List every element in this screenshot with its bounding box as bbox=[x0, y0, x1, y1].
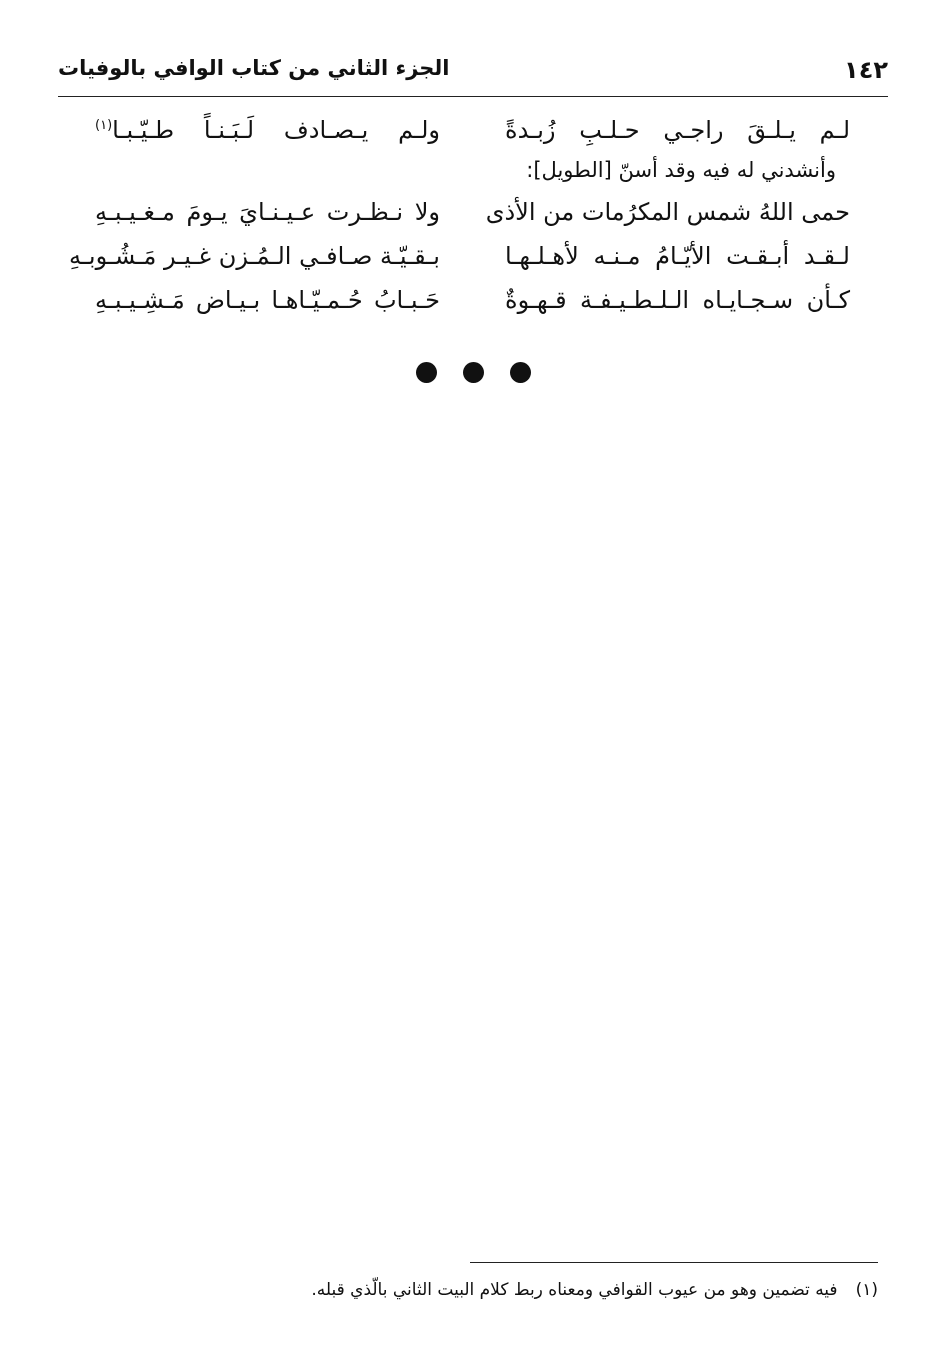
header-rule bbox=[58, 96, 888, 97]
footnote-rule bbox=[470, 1262, 878, 1263]
page-number: ١٤٢ bbox=[844, 56, 888, 84]
verse-4-first-hemistich: كـأن سـجـايـاه الـلـطـيـفـة قـهـوةٌ bbox=[505, 286, 850, 314]
running-title: الجزء الثاني من كتاب الوافي بالوفيات bbox=[58, 56, 450, 80]
verse-1-second-hemistich bbox=[95, 116, 440, 144]
page-header bbox=[58, 52, 888, 92]
verse-3-first-hemistich: لـقـد أبـقـت الأيّـامُ مـنـه لأهـلـهـا bbox=[505, 242, 850, 270]
verse-4 bbox=[95, 282, 850, 326]
poem-block bbox=[69, 112, 850, 326]
separator-dot-icon bbox=[416, 362, 437, 383]
footnote-number: (١) bbox=[855, 1280, 878, 1300]
verse-4-second-hemistich: حَـبـابُ حُـمـيّـاهـا بـيـاض مَـشِـيـبـهِ bbox=[95, 286, 440, 314]
verse-1 bbox=[95, 112, 850, 156]
verse-2 bbox=[95, 194, 850, 238]
footnote bbox=[98, 1280, 878, 1300]
section-separator bbox=[0, 362, 946, 383]
verse-2-first-hemistich: حمى اللهُ شمس المكرُمات من الأذى bbox=[485, 198, 850, 226]
footnote-text: فيه تضمين وهو من عيوب القوافي ومعناه ربط كلام البيت الثاني بالّذي قبله. bbox=[311, 1280, 838, 1300]
separator-dot-icon bbox=[510, 362, 531, 383]
verse-3 bbox=[69, 238, 850, 282]
footnote-reference-mark: (١) bbox=[95, 118, 113, 133]
separator-dot-icon bbox=[463, 362, 484, 383]
poem-introduction bbox=[95, 156, 850, 194]
verse-3-second-hemistich: بـقـيّـة صـافـي الـمُـزن غـيـر مَـشُـوبـهِ bbox=[69, 242, 440, 270]
verse-1-second-hemistich-text: ولـم يـصـادف لَـبَـنـاً طـيّـبـا bbox=[112, 116, 440, 144]
poem-introduction-text: وأنشدني له فيه وقد أسنّ [الطويل]: bbox=[526, 158, 836, 182]
verse-1-first-hemistich: لـم يـلـقَ راجـي حـلـبِ زُبـدةً bbox=[505, 116, 850, 144]
verse-2-second-hemistich: ولا نـظـرت عـيـنـايَ يـومَ مـغـيـبـهِ bbox=[95, 198, 440, 226]
